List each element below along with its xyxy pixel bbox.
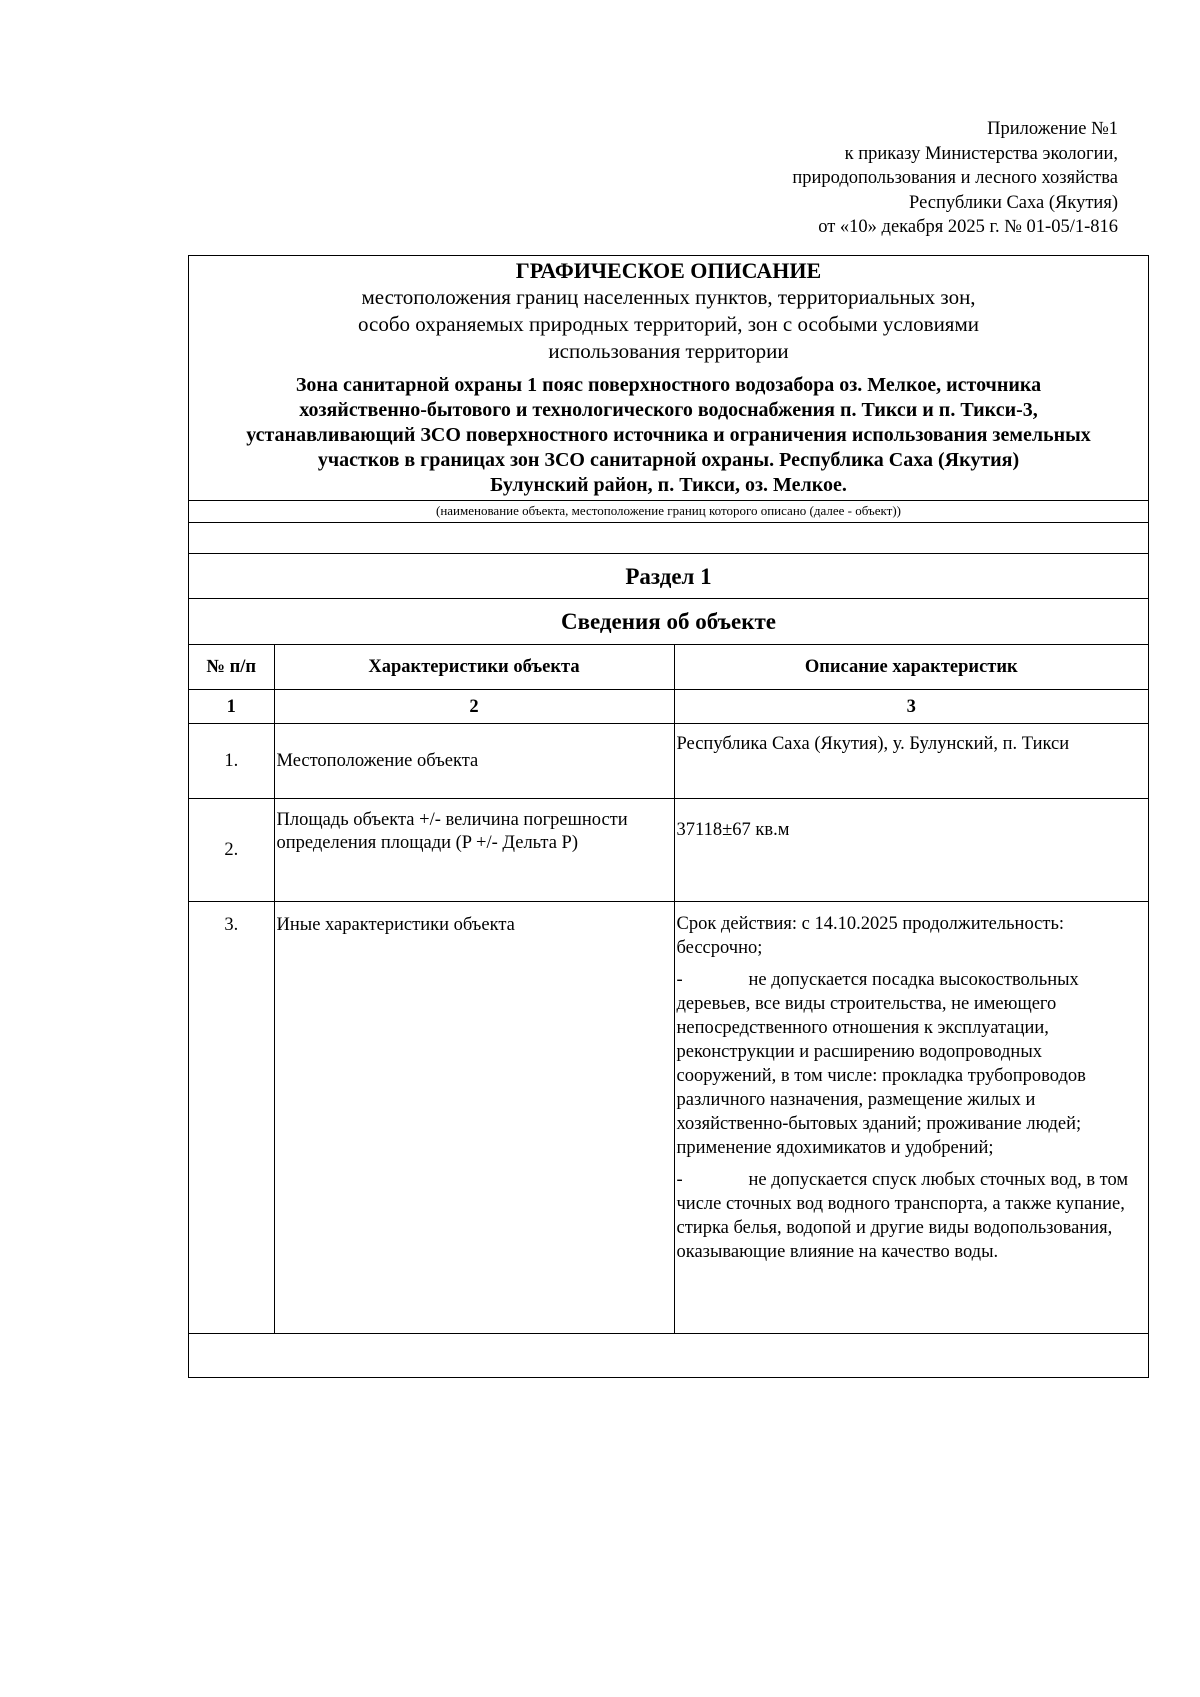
- row-number: 2.: [189, 799, 274, 902]
- table-row: [189, 799, 1148, 902]
- column-header: № п/п: [189, 645, 274, 690]
- table-header-row: [189, 645, 1148, 690]
- document-title: ГРАФИЧЕСКОЕ ОПИСАНИЕ: [515, 258, 822, 283]
- column-header: Характеристики объекта: [274, 645, 674, 690]
- info-title: Сведения об объекте: [189, 598, 1148, 644]
- subtitle-line: местоположения границ населенных пунктов, территориальных зон,: [361, 285, 976, 309]
- row-label: Местоположение объекта: [274, 724, 674, 799]
- object-name-line: устанавливающий ЗСО поверхностного источника и ограничения использования земельных: [246, 424, 1091, 446]
- table-row: [189, 902, 1148, 1334]
- row-value: [674, 902, 1148, 1334]
- row-value: Республика Саха (Якутия), у. Булунский, п. Тикси: [674, 724, 1148, 799]
- dash-marker: -: [676, 1170, 683, 1190]
- column-number: 3: [674, 690, 1148, 724]
- section-label: Раздел 1: [189, 553, 1148, 598]
- appendix-line: от «10» декабря 2025 г. № 01-05/1-816: [818, 217, 1118, 237]
- spacer-row: [189, 522, 1148, 553]
- subtitle-line: особо охраняемых природных территорий, зон с особыми условиями: [358, 312, 979, 336]
- document-frame: [188, 255, 1149, 1378]
- appendix-line: Республики Саха (Якутия): [909, 192, 1118, 213]
- characteristics-table: [189, 644, 1148, 1333]
- column-number-row: [189, 690, 1148, 724]
- value-paragraph: [677, 968, 1147, 1160]
- appendix-line: к приказу Министерства экологии,: [844, 143, 1118, 164]
- object-name: [193, 373, 1144, 500]
- table-row: [189, 724, 1148, 799]
- subtitle-line: использования территории: [548, 339, 789, 363]
- row-label: Площадь объекта +/- величина погрешности определения площади (P +/- Дельта P): [274, 799, 674, 902]
- document-subtitle: [193, 284, 1144, 365]
- object-name-line: Булунский район, п. Тикси, оз. Мелкое.: [490, 474, 847, 496]
- value-paragraph: [677, 1168, 1147, 1264]
- value-paragraph: Срок действия: с 14.10.2025 продолжительность: бессрочно;: [676, 914, 1065, 958]
- appendix-line: Приложение №1: [987, 119, 1118, 139]
- column-number: 1: [189, 690, 274, 724]
- object-name-line: хозяйственно-бытового и технологического водоснабжения п. Тикси и п. Тикси-3,: [299, 399, 1038, 421]
- row-number: 3.: [189, 902, 274, 1334]
- value-text: не допускается посадка высокоствольных деревьев, все виды строительства, не имеющего непосредственного отношения к эксплуатации, реконструкции и расширению водопроводных сооружений, в том числе: прокладка трубопроводов различного назначения, размещение жилых и хозяйственно-бытовых зданий; проживание людей; применение ядохимикатов и удобрений;: [676, 970, 1086, 1158]
- column-number: 2: [274, 690, 674, 724]
- row-label: Иные характеристики объекта: [274, 902, 674, 1334]
- dash-marker: -: [676, 970, 683, 990]
- document-header: [189, 256, 1148, 500]
- value-text: не допускается спуск любых сточных вод, в том числе сточных вод водного транспорта, а также купание, стирка белья, водопой и другие виды водопользования, оказывающие влияние на качество воды.: [676, 1170, 1129, 1262]
- appendix-line: природопользования и лесного хозяйства: [792, 168, 1118, 188]
- empty-footer-row: [189, 1333, 1148, 1377]
- appendix-block: [518, 117, 1118, 240]
- object-name-line: Зона санитарной охраны 1 пояс поверхностного водозабора оз. Мелкое, источника: [295, 374, 1042, 396]
- column-header: Описание характеристик: [674, 645, 1148, 690]
- object-name-line: участков в границах зон ЗСО санитарной охраны. Республика Саха (Якутия): [317, 449, 1020, 471]
- row-number: 1.: [189, 724, 274, 799]
- row-value: 37118±67 кв.м: [674, 799, 1148, 902]
- object-caption: (наименование объекта, местоположение границ которого описано (далее - объект)): [189, 500, 1148, 522]
